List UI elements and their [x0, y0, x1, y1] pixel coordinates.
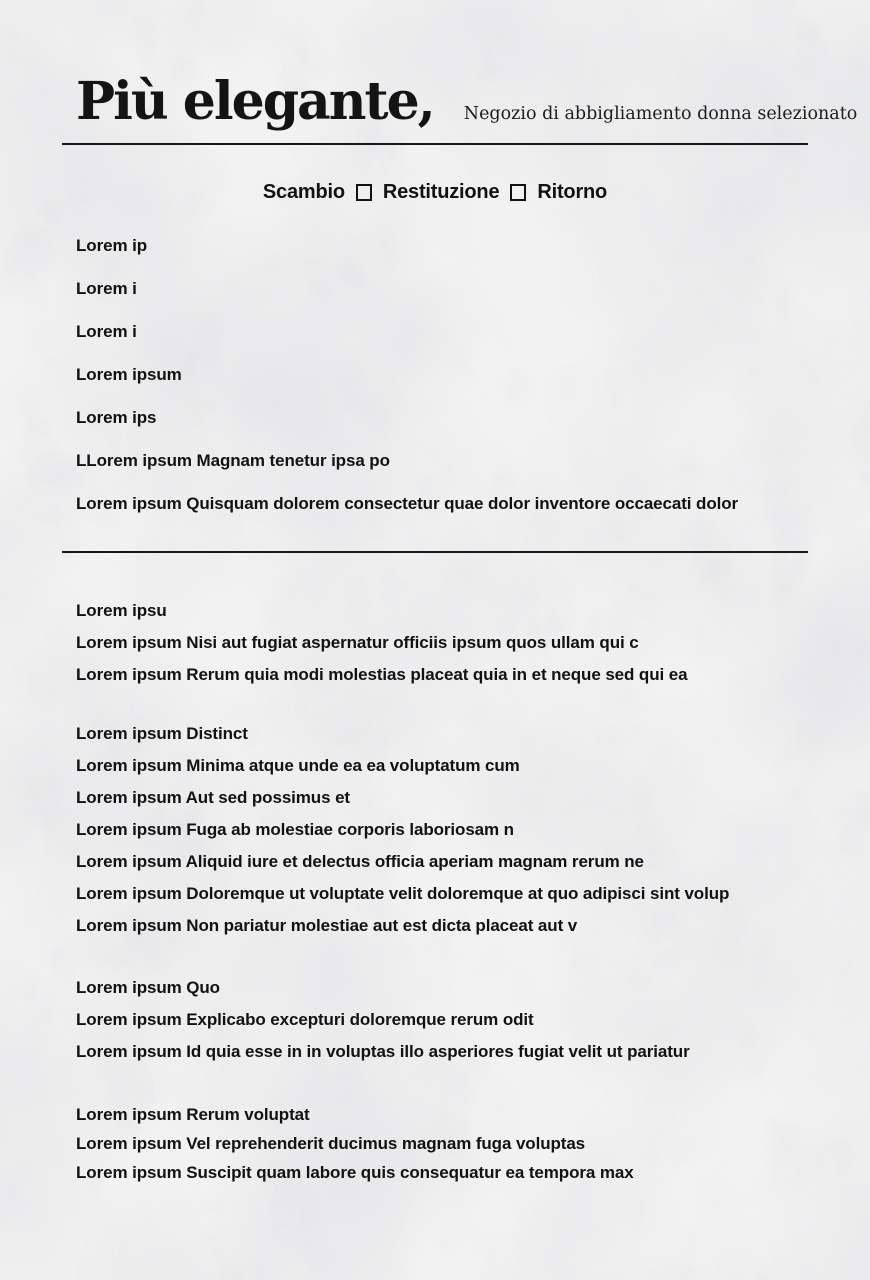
text-line: Lorem ipsum Quo — [76, 978, 220, 997]
text-line: Lorem ipsum — [76, 364, 182, 384]
text-line: Lorem i — [76, 278, 137, 298]
text-line: Lorem ipsum Aliquid iure et delectus officia aperiam magnam rerum ne — [76, 852, 644, 871]
text-line: Lorem ipsum Non pariatur molestiae aut est dicta placeat aut v — [76, 916, 578, 935]
text-line: Lorem ipsum Vel reprehenderit ducimus magnam fuga voluptas — [76, 1133, 586, 1153]
text-line: Lorem ipsum Rerum quia modi molestias placeat quia in et neque sed qui ea — [76, 665, 688, 684]
policy-section-4 — [76, 1100, 808, 1187]
policy-section-2 — [76, 718, 808, 942]
text-line: Lorem ipsum Aut sed possimus et — [76, 788, 350, 807]
policy-section-1 — [76, 595, 808, 691]
text-line: Lorem ipsum Suscipit quam labore quis consequatur ea tempora max — [76, 1162, 634, 1182]
title-option-restituzione: Restituzione — [382, 181, 500, 203]
text-line: Lorem ipsum Explicabo excepturi doloremque rerum odit — [76, 1010, 534, 1029]
brand-logo: Più elegante, — [76, 71, 434, 132]
text-line: Lorem ipsu — [76, 601, 167, 620]
text-line: Lorem ipsum Nisi aut fugiat aspernatur officiis ipsum quos ullam qui c — [76, 633, 639, 652]
text-line: Lorem ipsum Minima atque unde ea ea voluptatum cum — [76, 756, 520, 775]
text-line: Lorem ipsum Doloremque ut voluptate velit doloremque at quo adipisci sint volup — [76, 884, 730, 903]
text-line: Lorem ipsum Quisquam dolorem consectetur quae dolor inventore occaecati dolor — [76, 493, 739, 513]
text-line: Lorem ips — [76, 407, 157, 427]
form-fields-section — [76, 224, 808, 525]
text-line: Lorem i — [76, 321, 137, 341]
header-divider — [62, 143, 808, 145]
title-option-ritorno: Ritorno — [537, 181, 608, 203]
text-line: Lorem ip — [76, 235, 147, 255]
brand-tagline: Negozio di abbigliamento donna selezionato — [463, 104, 858, 124]
text-line: Lorem ipsum Rerum voluptat — [76, 1104, 310, 1124]
text-line: Lorem ipsum Id quia esse in in voluptas illo asperiores fugiat velit ut pariatur — [76, 1042, 690, 1061]
form-title — [0, 181, 870, 204]
checkbox-icon[interactable] — [356, 184, 372, 201]
checkbox-icon[interactable] — [510, 184, 526, 201]
section-divider — [62, 551, 808, 553]
policy-section-3 — [76, 972, 808, 1068]
header — [0, 0, 870, 132]
title-option-scambio: Scambio — [262, 181, 345, 203]
text-line: Lorem ipsum Fuga ab molestiae corporis laboriosam n — [76, 820, 514, 839]
text-line: Lorem ipsum Distinct — [76, 724, 248, 743]
text-line: LLorem ipsum Magnam tenetur ipsa po — [76, 450, 390, 470]
